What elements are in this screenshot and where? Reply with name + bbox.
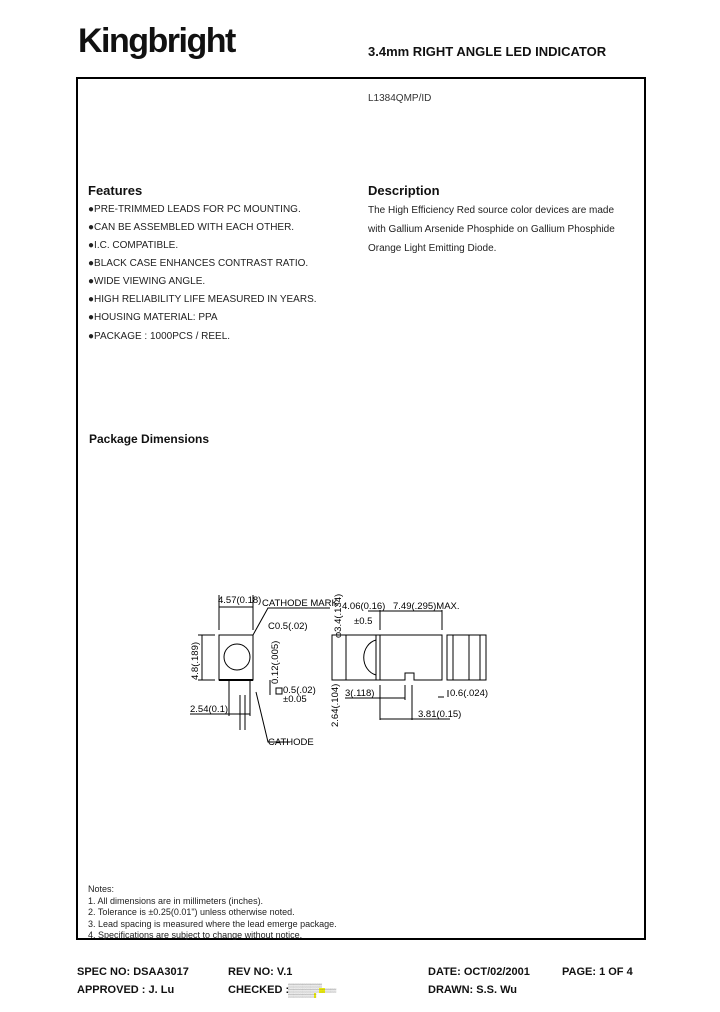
description-line: Orange Light Emitting Diode. bbox=[368, 243, 497, 254]
features-heading: Features bbox=[88, 183, 143, 198]
dim-lead-pos: 3.81(0.15) bbox=[418, 709, 462, 720]
description-heading: Description bbox=[368, 183, 440, 198]
dim-width: 4.57(0.18) bbox=[218, 595, 262, 606]
dim-lead-thickness: 0.6(.024) bbox=[450, 688, 489, 699]
lens-dome bbox=[364, 640, 376, 675]
note-item: 1. All dimensions are in millimeters (inches). bbox=[88, 896, 264, 906]
dim-height: 4.8(.189) bbox=[190, 641, 201, 680]
kingbright-logo: Kingbright bbox=[78, 22, 235, 60]
label-cathode: CATHODE bbox=[268, 737, 314, 748]
feature-item: ●HIGH RELIABILITY LIFE MEASURED IN YEARS. bbox=[88, 294, 317, 305]
note-item: 3. Lead spacing is measured where the lead emerge package. bbox=[88, 919, 337, 929]
feature-item: ●HOUSING MATERIAL: PPA bbox=[88, 312, 218, 323]
feature-item: ●PACKAGE : 1000PCS / REEL. bbox=[88, 331, 231, 342]
drawn-by: DRAWN: S.S. Wu bbox=[428, 984, 518, 996]
feature-item: ●BLACK CASE ENHANCES CONTRAST RATIO. bbox=[88, 258, 309, 269]
spec-number: SPEC NO: DSAA3017 bbox=[77, 966, 189, 978]
description-line: The High Efficiency Red source color devices are made bbox=[368, 205, 615, 216]
note-item: 4. Specifications are subject to change without notice. bbox=[88, 930, 303, 940]
dim-tol: ±0.5 bbox=[354, 616, 373, 627]
checked-by: CHECKED : bbox=[228, 984, 290, 996]
side-view-body bbox=[380, 635, 442, 680]
approved-by: APPROVED : J. Lu bbox=[77, 984, 175, 996]
dim-lead-offset: 0.12(.005) bbox=[270, 640, 281, 684]
dim-length: 7.49(.295)MAX. bbox=[393, 601, 460, 612]
part-number: L1384QMP/ID bbox=[368, 93, 432, 104]
package-dimensions-heading: Package Dimensions bbox=[89, 432, 210, 446]
dim-lens: 4.06(0.16) bbox=[342, 601, 386, 612]
feature-item: ●PRE-TRIMMED LEADS FOR PC MOUNTING. bbox=[88, 204, 301, 215]
revision-number: REV NO: V.1 bbox=[228, 966, 293, 978]
description-line: with Gallium Arsenide Phosphide on Gallium Phosphide bbox=[368, 224, 615, 235]
label-cathode-mark: CATHODE MARK bbox=[262, 598, 338, 609]
note-item: 2. Tolerance is ±0.25(0.01") unless otherwise noted. bbox=[88, 907, 295, 917]
date: DATE: OCT/02/2001 bbox=[428, 966, 530, 978]
dim-step: 3(.118) bbox=[345, 688, 375, 699]
document-title: 3.4mm RIGHT ANGLE LED INDICATOR bbox=[368, 44, 607, 59]
feature-item: ●CAN BE ASSEMBLED WITH EACH OTHER. bbox=[88, 222, 295, 233]
dim-lead-height: 2.64(.104) bbox=[330, 683, 341, 727]
dim-pitch: 2.54(0.1) bbox=[190, 704, 229, 715]
dim-lead-tol: ±0.05 bbox=[283, 694, 307, 705]
feature-item: ●WIDE VIEWING ANGLE. bbox=[88, 276, 206, 287]
digital-signature-stamp: ▒▒▒▒▒▒▒▒▒▒▒▒ ▒▒▒▒▒▒▒▒▒▒▒▒▒▒▒▒▒ ▒▒▒▒▒▒▒▒▒▒ bbox=[288, 983, 337, 998]
feature-item: ●I.C. COMPATIBLE. bbox=[88, 240, 179, 251]
dim-lead-square: 0.5(.02) bbox=[283, 685, 316, 696]
page-number: PAGE: 1 OF 4 bbox=[562, 966, 633, 978]
dim-chamfer: C0.5(.02) bbox=[268, 621, 308, 632]
dim-diameter: φ3.4(.134) bbox=[333, 593, 344, 638]
lens-circle bbox=[224, 644, 250, 670]
notes-heading: Notes: bbox=[88, 884, 115, 894]
